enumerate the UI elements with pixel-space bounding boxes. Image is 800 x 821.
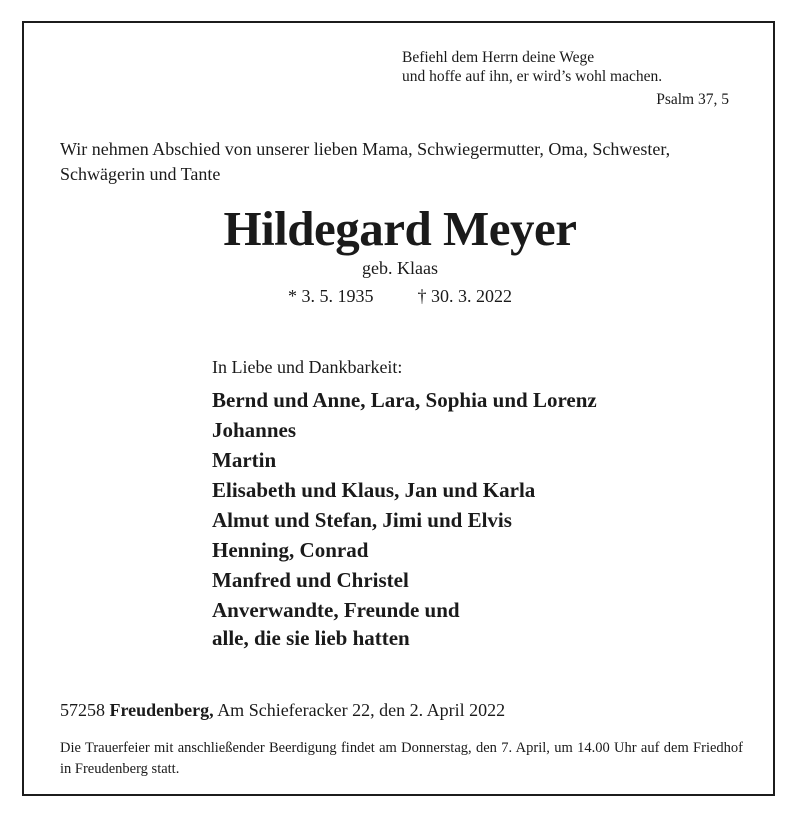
mourner-line: alle, die sie lieb hatten xyxy=(212,626,410,650)
mourners-intro: In Liebe und Dankbarkeit: xyxy=(212,357,403,377)
street-and-date: Am Schieferacker 22, den 2. April 2022 xyxy=(217,700,506,720)
funeral-notice: Die Trauerfeier mit anschließender Beerdigung findet am Donnerstag, den 7. April, um 14.00 Uhr auf dem Friedhof in Freudenberg statt. xyxy=(60,740,743,777)
deceased-name: Hildegard Meyer xyxy=(223,201,577,256)
mourner-line: Almut und Stefan, Jimi und Elvis xyxy=(212,508,512,532)
bible-verse-line-1: Befiehl dem Herrn deine Wege xyxy=(402,49,595,66)
bible-verse-line-2: und hoffe auf ihn, er wird’s wohl machen. xyxy=(402,68,663,85)
mourner-line: Anverwandte, Freunde und xyxy=(212,598,460,622)
mourner-line: Manfred und Christel xyxy=(212,568,409,592)
address-line xyxy=(60,700,505,721)
life-dates xyxy=(0,286,800,307)
mourners-list xyxy=(212,385,597,652)
mourner-line: Elisabeth und Klaus, Jan und Karla xyxy=(212,478,536,502)
bible-verse xyxy=(402,48,662,86)
mourner-line: Martin xyxy=(212,448,277,472)
mourner-line: Bernd und Anne, Lara, Sophia und Lorenz xyxy=(212,388,597,412)
bible-verse-source: Psalm 37, 5 xyxy=(656,91,729,108)
postcode: 57258 xyxy=(60,700,105,720)
birth-date: * 3. 5. 1935 xyxy=(288,286,374,306)
farewell-intro: Wir nehmen Abschied von unserer lieben Mama, Schwiegermutter, Oma, Schwester, Schwägerin und Tante xyxy=(60,139,671,184)
city: Freudenberg, xyxy=(109,700,214,720)
death-date: † 30. 3. 2022 xyxy=(417,286,512,306)
mourner-line: Henning, Conrad xyxy=(212,538,369,562)
maiden-name: geb. Klaas xyxy=(362,258,438,278)
mourner-line: Johannes xyxy=(212,418,297,442)
